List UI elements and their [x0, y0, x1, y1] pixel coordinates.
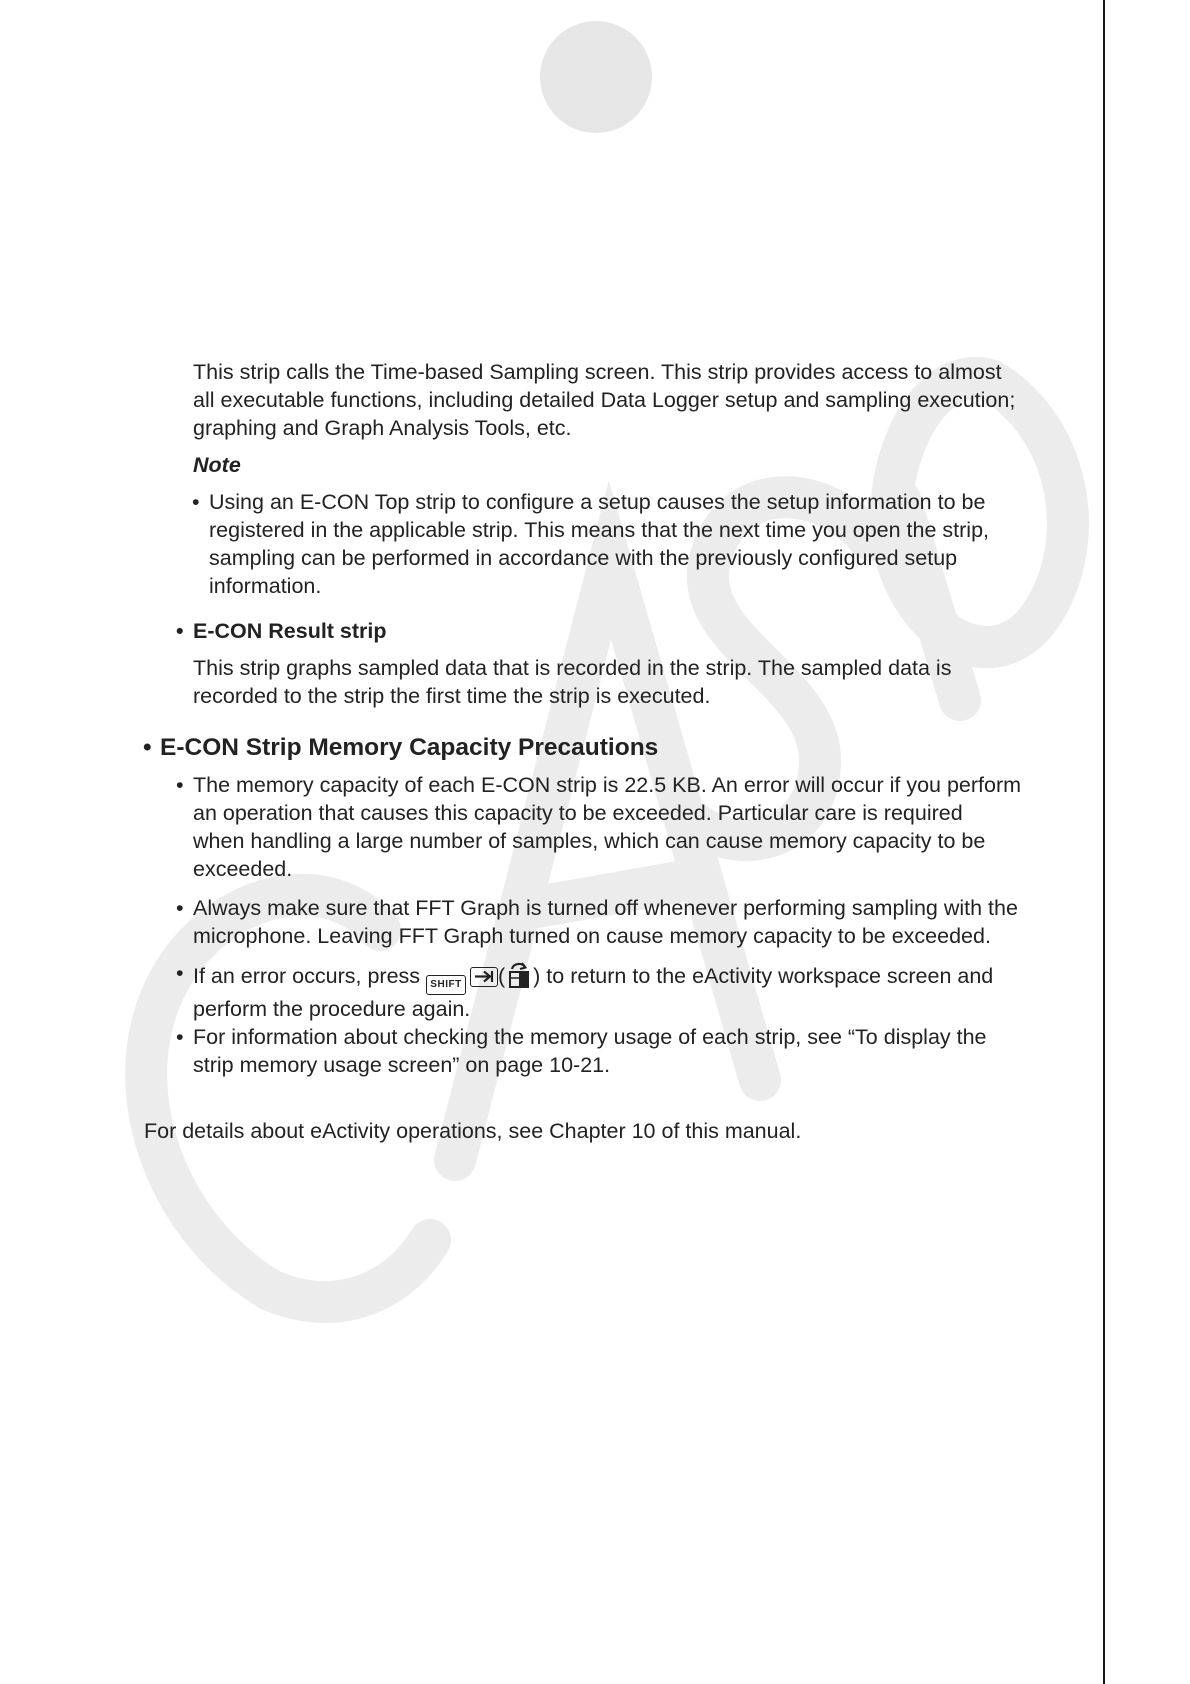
- bullet: •: [192, 490, 200, 514]
- precaution-item-error: [176, 959, 994, 1023]
- bullet: •: [176, 1025, 184, 1049]
- switch-key-icon: [470, 967, 498, 987]
- precaution-item-capacity: [176, 771, 1022, 883]
- text-line: [193, 959, 993, 995]
- note-title: Note: [193, 453, 241, 477]
- text-line: registered in the applicable strip. This means that the next time you open the strip,: [209, 518, 990, 542]
- text-line: graphing and Graph Analysis Tools, etc.: [193, 416, 572, 440]
- text-line: microphone. Leaving FFT Graph turned on cause memory capacity to be exceeded.: [193, 924, 991, 948]
- section-heading: [143, 733, 659, 763]
- text-line: This strip calls the Time-based Sampling screen. This strip provides access to almost: [193, 360, 1002, 384]
- text-line: sampling can be performed in accordance with the previously configured setup: [209, 546, 958, 570]
- text-line: exceeded.: [193, 857, 293, 881]
- text-line: strip memory usage screen” on page 10-21.: [193, 1053, 611, 1077]
- workspace-return-icon: [505, 959, 533, 989]
- bullet: •: [143, 734, 152, 761]
- note-item: [192, 488, 990, 600]
- paren-open: (: [498, 964, 506, 988]
- bullet: •: [176, 896, 184, 920]
- text-line: This strip graphs sampled data that is recorded in the strip. The sampled data is: [193, 656, 952, 680]
- text-line: all executable functions, including detailed Data Logger setup and sampling execution;: [193, 388, 1016, 412]
- page-edge-rule: [1103, 0, 1105, 1684]
- top-strip-description: [193, 358, 1015, 442]
- shift-key-icon: SHIFT: [426, 975, 466, 995]
- result-strip-description: [193, 654, 951, 710]
- bullet: •: [176, 961, 184, 985]
- error-text-after: ) to return to the eActivity workspace screen and: [533, 964, 994, 988]
- text-line: For information about checking the memory usage of each strip, see “To display the: [193, 1025, 987, 1049]
- bullet: •: [176, 619, 184, 643]
- text-line: Using an E-CON Top strip to configure a setup causes the setup information to be: [209, 490, 986, 514]
- footer-reference: For details about eActivity operations, see Chapter 10 of this manual.: [144, 1119, 802, 1143]
- error-text-before: If an error occurs, press: [193, 964, 426, 988]
- text-line: Always make sure that FFT Graph is turned off whenever performing sampling with the: [193, 896, 1018, 920]
- bullet: •: [176, 773, 184, 797]
- text-line: The memory capacity of each E-CON strip is 22.5 KB. An error will occur if you perform: [193, 773, 1022, 797]
- precaution-item-fft: [176, 894, 1018, 950]
- result-strip-title: [176, 617, 387, 645]
- result-strip-title-text: E-CON Result strip: [193, 619, 387, 643]
- text-line: perform the procedure again.: [193, 997, 471, 1021]
- precaution-item-memory-usage: [176, 1023, 987, 1079]
- text-line: an operation that causes this capacity to be exceeded. Particular care is required: [193, 801, 963, 825]
- text-line: when handling a large number of samples, which can cause memory capacity to be: [193, 829, 986, 853]
- text-line: information.: [209, 574, 322, 598]
- section-heading-text: E-CON Strip Memory Capacity Precautions: [160, 734, 659, 761]
- text-line: recorded to the strip the first time the strip is executed.: [193, 684, 711, 708]
